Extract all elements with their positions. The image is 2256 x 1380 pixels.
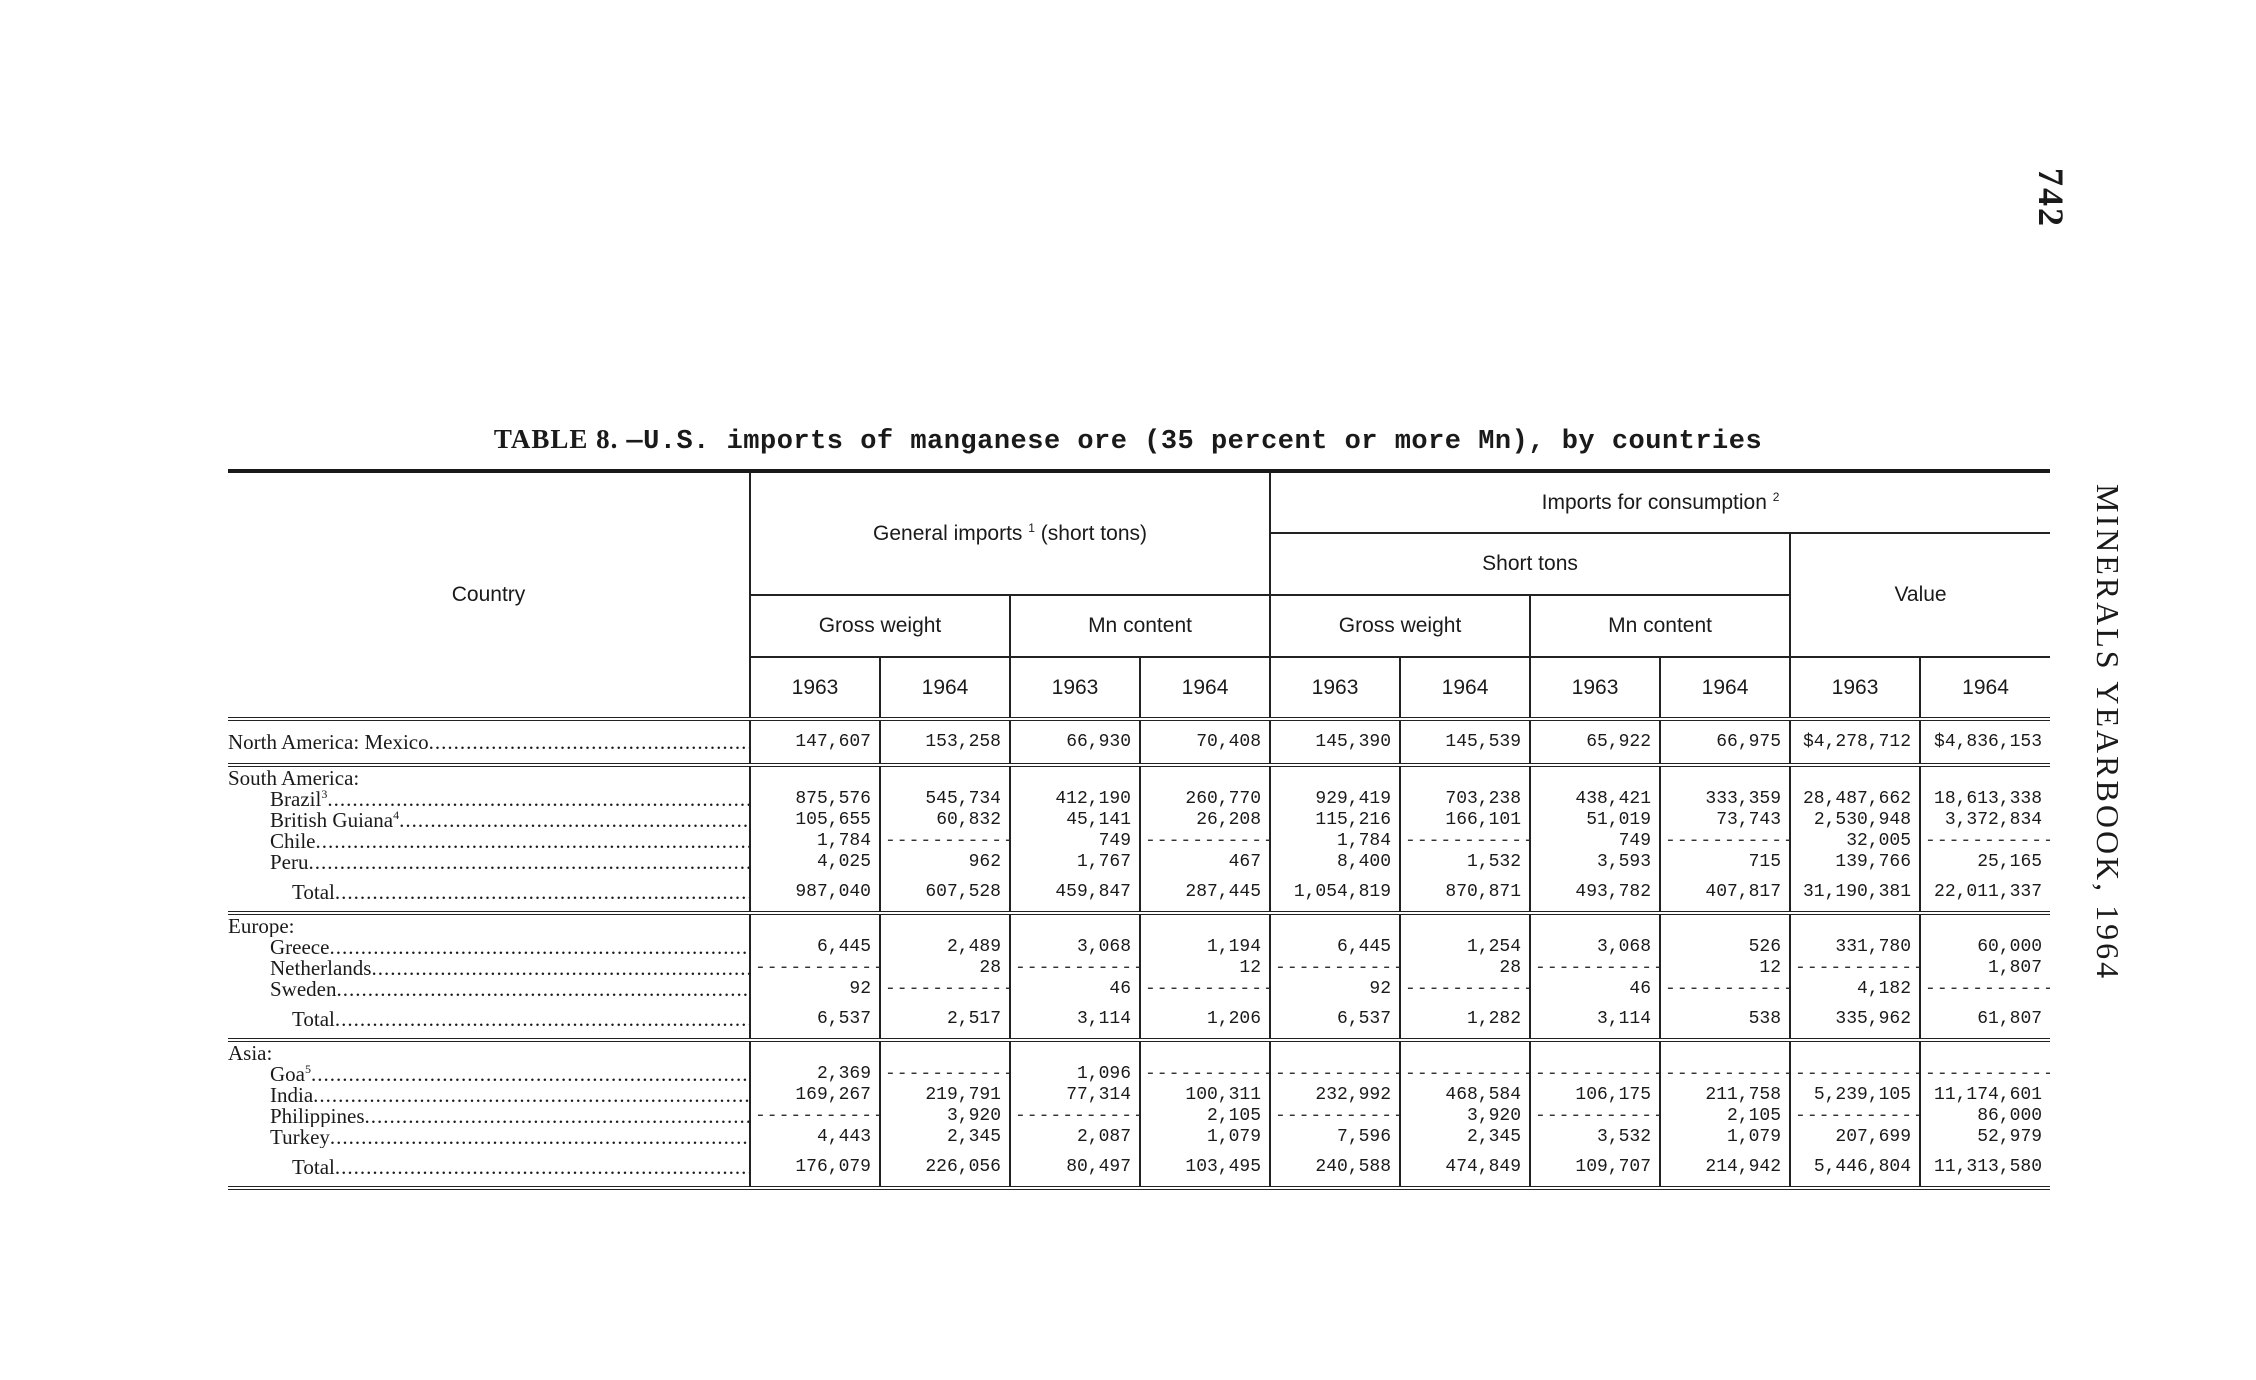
value-cell: 333,359 bbox=[1660, 789, 1790, 810]
value-cell: 18,613,338 bbox=[1934, 789, 2043, 809]
table-row bbox=[228, 873, 2050, 913]
value-cell: 2,369 bbox=[750, 1064, 880, 1085]
year-header: 1963 bbox=[1790, 657, 1920, 719]
leader-dots bbox=[337, 979, 751, 1000]
value-cell: 70,408 bbox=[1140, 719, 1270, 765]
empty-cell bbox=[1660, 831, 1790, 852]
empty-cell bbox=[1140, 1040, 1270, 1064]
value-cell: 7,596 bbox=[1270, 1127, 1400, 1148]
value-cell: 28 bbox=[1400, 958, 1530, 979]
value-cell: 3,920 bbox=[880, 1106, 1010, 1127]
value-cell: 2,530,948 bbox=[1790, 810, 1920, 831]
table-row bbox=[228, 719, 2050, 765]
empty-cell bbox=[1660, 765, 1790, 789]
table-row bbox=[228, 831, 2050, 852]
value-cell: 28 bbox=[880, 958, 1010, 979]
value-cell: 1,079 bbox=[1660, 1127, 1790, 1148]
table-row bbox=[228, 1148, 2050, 1188]
year-header: 1963 bbox=[750, 657, 880, 719]
value-cell: 139,766 bbox=[1790, 852, 1920, 873]
value-cell: 106,175 bbox=[1530, 1085, 1660, 1106]
leader-dots bbox=[371, 958, 750, 979]
country-label: Peru bbox=[270, 852, 309, 873]
footnote-mark: 5 bbox=[305, 1064, 311, 1076]
consumption-header bbox=[1270, 471, 2050, 533]
table-label: TABLE 8. bbox=[493, 424, 619, 454]
country-cell bbox=[228, 852, 750, 873]
country-label: South America: bbox=[228, 765, 360, 789]
value-cell: 77,314 bbox=[1010, 1085, 1140, 1106]
value-cell: 703,238 bbox=[1400, 789, 1530, 810]
value-cell: 5,446,804 bbox=[1790, 1148, 1920, 1188]
leader-dots bbox=[429, 730, 750, 754]
table-row bbox=[228, 852, 2050, 873]
empty-cell bbox=[1660, 1064, 1790, 1085]
year-header: 1964 bbox=[1920, 657, 2050, 719]
value-cell: 4,182 bbox=[1790, 979, 1920, 1000]
empty-cell bbox=[1400, 979, 1530, 1000]
general-imports-unit: (short tons) bbox=[1040, 521, 1147, 545]
country-cell bbox=[228, 1040, 750, 1064]
country-label: Sweden bbox=[270, 979, 337, 1000]
value-cell: 145,390 bbox=[1270, 719, 1400, 765]
empty-cell bbox=[1270, 1040, 1400, 1064]
empty-cell bbox=[1920, 979, 2050, 1000]
value-cell: 438,421 bbox=[1530, 789, 1660, 810]
empty-cell bbox=[1530, 765, 1660, 789]
value-cell: 92 bbox=[1270, 979, 1400, 1000]
value-cell: 147,607 bbox=[750, 719, 880, 765]
empty-cell bbox=[750, 1106, 880, 1127]
value-cell: 335,962 bbox=[1790, 1000, 1920, 1040]
value-cell: 4,025 bbox=[750, 852, 880, 873]
country-label: India bbox=[270, 1085, 314, 1106]
value-cell: 1,807 bbox=[1988, 958, 2043, 978]
value-cell: 176,079 bbox=[750, 1148, 880, 1188]
value-cell: 6,445 bbox=[1270, 937, 1400, 958]
empty-cell bbox=[1400, 765, 1530, 789]
value-cell: 103,495 bbox=[1140, 1148, 1270, 1188]
value-header: Value bbox=[1790, 533, 2050, 657]
leader-dots bbox=[309, 852, 751, 873]
value-cell: 526 bbox=[1660, 937, 1790, 958]
value-cell: 1,054,819 bbox=[1270, 873, 1400, 913]
country-label: Total bbox=[292, 1154, 335, 1179]
empty-cell bbox=[880, 765, 1010, 789]
value-cell: 3,114 bbox=[1010, 1000, 1140, 1040]
value-cell: 66,930 bbox=[1010, 719, 1140, 765]
table-row bbox=[228, 789, 2050, 810]
country-label: Total bbox=[292, 1006, 335, 1031]
mn-content-header: Mn content bbox=[1530, 595, 1790, 657]
value-cell: 32,005 bbox=[1790, 831, 1920, 852]
country-cell bbox=[228, 1148, 750, 1188]
empty-cell bbox=[750, 765, 880, 789]
table-body bbox=[228, 719, 2050, 1188]
value-cell: 6,445 bbox=[750, 937, 880, 958]
value-cell: 545,734 bbox=[880, 789, 1010, 810]
value-cell: 45,141 bbox=[1010, 810, 1140, 831]
country-label: Asia: bbox=[228, 1040, 273, 1064]
empty-cell bbox=[1140, 1064, 1270, 1085]
empty-cell bbox=[880, 1064, 1010, 1085]
empty-cell bbox=[1270, 1064, 1400, 1085]
value-cell: 214,942 bbox=[1660, 1148, 1790, 1188]
leader-dots bbox=[311, 1064, 750, 1085]
value-cell: 1,096 bbox=[1010, 1064, 1140, 1085]
empty-cell bbox=[750, 1040, 880, 1064]
leader-dots bbox=[335, 1155, 750, 1179]
value-cell: 412,190 bbox=[1010, 789, 1140, 810]
value-cell: 6,537 bbox=[1270, 1000, 1400, 1040]
value-cell: 875,576 bbox=[750, 789, 880, 810]
value-cell: 12 bbox=[1660, 958, 1790, 979]
value-cell: 166,101 bbox=[1400, 810, 1530, 831]
table-row bbox=[228, 1127, 2050, 1148]
country-cell bbox=[228, 1000, 750, 1040]
empty-cell bbox=[1140, 979, 1270, 1000]
value-cell: 46 bbox=[1010, 979, 1140, 1000]
empty-cell bbox=[880, 979, 1010, 1000]
footnote-mark: 1 bbox=[1028, 520, 1035, 535]
country-cell bbox=[228, 1127, 750, 1148]
country-label: Brazil bbox=[270, 789, 322, 810]
country-header: Country bbox=[228, 471, 750, 719]
value-cell: 65,922 bbox=[1530, 719, 1660, 765]
value-cell: 987,040 bbox=[750, 873, 880, 913]
value-cell: 407,817 bbox=[1660, 873, 1790, 913]
year-header: 1963 bbox=[1270, 657, 1400, 719]
value-cell: 6,537 bbox=[750, 1000, 880, 1040]
value-cell: 226,056 bbox=[880, 1148, 1010, 1188]
value-cell: 260,770 bbox=[1140, 789, 1270, 810]
value-cell: 153,258 bbox=[880, 719, 1010, 765]
value-cell: 1,784 bbox=[1270, 831, 1400, 852]
empty-cell bbox=[1400, 913, 1530, 937]
value-cell: 474,849 bbox=[1400, 1148, 1530, 1188]
leader-dots bbox=[365, 1106, 750, 1127]
value-cell: 25,165 bbox=[1977, 852, 2043, 872]
country-cell bbox=[228, 719, 750, 765]
value-cell: 1,282 bbox=[1400, 1000, 1530, 1040]
country-label: Total bbox=[292, 879, 335, 904]
value-cell: 749 bbox=[1530, 831, 1660, 852]
value-cell: 4,443 bbox=[750, 1127, 880, 1148]
country-label: Netherlands bbox=[270, 958, 372, 979]
empty-cell bbox=[750, 958, 880, 979]
value-cell: 1,254 bbox=[1400, 937, 1530, 958]
value-cell: 11,313,580 bbox=[1920, 1148, 2050, 1188]
empty-cell bbox=[1270, 1106, 1400, 1127]
country-cell bbox=[228, 873, 750, 913]
empty-cell bbox=[1920, 1040, 2050, 1064]
value-cell: $4,278,712 bbox=[1790, 719, 1920, 765]
value-cell: 219,791 bbox=[880, 1085, 1010, 1106]
country-cell bbox=[228, 831, 750, 852]
value-cell: 60,832 bbox=[880, 810, 1010, 831]
empty-cell bbox=[1140, 831, 1270, 852]
empty-cell bbox=[1010, 765, 1140, 789]
country-cell bbox=[228, 979, 750, 1000]
value-cell: 80,497 bbox=[1010, 1148, 1140, 1188]
empty-cell bbox=[1530, 913, 1660, 937]
value-cell: 105,655 bbox=[750, 810, 880, 831]
value-cell: 169,267 bbox=[750, 1085, 880, 1106]
value-cell: 73,743 bbox=[1660, 810, 1790, 831]
value-cell: 115,216 bbox=[1270, 810, 1400, 831]
empty-cell bbox=[1790, 765, 1920, 789]
short-tons-header: Short tons bbox=[1270, 533, 1790, 595]
empty-cell bbox=[1140, 913, 1270, 937]
value-cell: 468,584 bbox=[1400, 1085, 1530, 1106]
value-cell: 749 bbox=[1010, 831, 1140, 852]
value-cell: 3,068 bbox=[1010, 937, 1140, 958]
country-cell bbox=[228, 937, 750, 958]
value-cell: 51,019 bbox=[1530, 810, 1660, 831]
value-cell: 100,311 bbox=[1140, 1085, 1270, 1106]
table-row bbox=[228, 958, 2050, 979]
empty-cell bbox=[1920, 831, 2050, 852]
value-cell: 1,784 bbox=[750, 831, 880, 852]
empty-cell bbox=[750, 913, 880, 937]
value-cell: 715 bbox=[1660, 852, 1790, 873]
empty-cell bbox=[1660, 1040, 1790, 1064]
value-cell: 22,011,337 bbox=[1920, 873, 2050, 913]
leader-dots bbox=[329, 937, 750, 958]
leader-dots bbox=[399, 810, 750, 831]
value-cell: 331,780 bbox=[1790, 937, 1920, 958]
value-cell: $4,836,153 bbox=[1920, 719, 2050, 765]
value-cell: 929,419 bbox=[1270, 789, 1400, 810]
table-title-text: —U.S. imports of manganese ore (35 percent or more Mn), by countries bbox=[626, 427, 1763, 457]
table-title bbox=[0, 424, 2256, 457]
empty-cell bbox=[1010, 1106, 1140, 1127]
value-cell: 109,707 bbox=[1530, 1148, 1660, 1188]
mn-content-header: Mn content bbox=[1010, 595, 1270, 657]
general-imports-label: General imports bbox=[873, 521, 1023, 545]
country-label: Europe: bbox=[228, 913, 295, 937]
empty-cell bbox=[1400, 1064, 1530, 1085]
value-cell: 467 bbox=[1140, 852, 1270, 873]
value-cell: 1,194 bbox=[1140, 937, 1270, 958]
value-cell: 1,532 bbox=[1400, 852, 1530, 873]
country-label: Goa bbox=[270, 1064, 305, 1085]
value-cell: 3,920 bbox=[1400, 1106, 1530, 1127]
value-cell: 3,114 bbox=[1530, 1000, 1660, 1040]
value-cell: 31,190,381 bbox=[1790, 873, 1920, 913]
value-cell: 870,871 bbox=[1400, 873, 1530, 913]
empty-cell bbox=[880, 913, 1010, 937]
table-row bbox=[228, 937, 2050, 958]
value-cell: 2,105 bbox=[1140, 1106, 1270, 1127]
value-cell: 60,000 bbox=[1977, 937, 2043, 957]
value-cell: 2,087 bbox=[1010, 1127, 1140, 1148]
country-cell bbox=[228, 765, 750, 789]
page-number: 742 bbox=[2031, 168, 2071, 228]
empty-cell bbox=[1920, 913, 2050, 937]
empty-cell bbox=[880, 1040, 1010, 1064]
empty-cell bbox=[1920, 1064, 2050, 1085]
value-cell: 46 bbox=[1530, 979, 1660, 1000]
year-header: 1963 bbox=[1530, 657, 1660, 719]
country-cell bbox=[228, 958, 750, 979]
value-cell: 26,208 bbox=[1140, 810, 1270, 831]
empty-cell bbox=[1920, 765, 2050, 789]
country-cell bbox=[228, 1064, 750, 1085]
empty-cell bbox=[1790, 958, 1920, 979]
value-cell: 211,758 bbox=[1660, 1085, 1790, 1106]
table-row bbox=[228, 1064, 2050, 1085]
value-cell: 2,517 bbox=[880, 1000, 1010, 1040]
year-header: 1964 bbox=[1660, 657, 1790, 719]
empty-cell bbox=[1790, 913, 1920, 937]
value-cell: 2,345 bbox=[1400, 1127, 1530, 1148]
country-cell bbox=[228, 1085, 750, 1106]
table-row bbox=[228, 1106, 2050, 1127]
value-cell: 493,782 bbox=[1530, 873, 1660, 913]
gross-weight-header: Gross weight bbox=[1270, 595, 1530, 657]
table-row bbox=[228, 1040, 2050, 1064]
year-header: 1963 bbox=[1010, 657, 1140, 719]
empty-cell bbox=[1530, 958, 1660, 979]
empty-cell bbox=[1660, 913, 1790, 937]
leader-dots bbox=[330, 1127, 750, 1148]
empty-cell bbox=[1400, 1040, 1530, 1064]
empty-cell bbox=[1790, 1064, 1920, 1085]
table-row bbox=[228, 765, 2050, 789]
value-cell: 28,487,662 bbox=[1790, 789, 1920, 810]
value-cell: 5,239,105 bbox=[1790, 1085, 1920, 1106]
general-imports-header bbox=[750, 471, 1270, 595]
empty-cell bbox=[1140, 765, 1270, 789]
leader-dots bbox=[313, 1085, 750, 1106]
empty-cell bbox=[1270, 765, 1400, 789]
table-row bbox=[228, 913, 2050, 937]
value-cell: 11,174,601 bbox=[1934, 1085, 2043, 1105]
empty-cell bbox=[1010, 958, 1140, 979]
empty-cell bbox=[880, 831, 1010, 852]
value-cell: 1,079 bbox=[1140, 1127, 1270, 1148]
value-cell: 207,699 bbox=[1790, 1127, 1920, 1148]
imports-table bbox=[228, 469, 2050, 1190]
empty-cell bbox=[1400, 831, 1530, 852]
country-cell bbox=[228, 789, 750, 810]
country-label: Greece bbox=[270, 937, 330, 958]
value-cell: 145,539 bbox=[1400, 719, 1530, 765]
value-cell: 86,000 bbox=[1977, 1106, 2043, 1126]
value-cell: 3,372,834 bbox=[1944, 810, 2043, 830]
consumption-label: Imports for consumption bbox=[1541, 490, 1767, 514]
empty-cell bbox=[1790, 1040, 1920, 1064]
table-row bbox=[228, 1000, 2050, 1040]
value-cell: 52,979 bbox=[1977, 1127, 2043, 1147]
empty-cell bbox=[1010, 913, 1140, 937]
value-cell: 12 bbox=[1140, 958, 1270, 979]
footnote-mark: 3 bbox=[321, 789, 328, 801]
value-cell: 459,847 bbox=[1010, 873, 1140, 913]
footnote-mark: 2 bbox=[1772, 489, 1780, 504]
value-cell: 607,528 bbox=[880, 873, 1010, 913]
empty-cell bbox=[1530, 1106, 1660, 1127]
leader-dots bbox=[316, 831, 751, 852]
value-cell: 962 bbox=[880, 852, 1010, 873]
year-header: 1964 bbox=[1140, 657, 1270, 719]
value-cell: 2,105 bbox=[1660, 1106, 1790, 1127]
empty-cell bbox=[1530, 1040, 1660, 1064]
table-row bbox=[228, 810, 2050, 831]
empty-cell bbox=[1270, 958, 1400, 979]
table-row bbox=[228, 979, 2050, 1000]
year-header: 1964 bbox=[880, 657, 1010, 719]
country-label: Philippines bbox=[270, 1106, 365, 1127]
empty-cell bbox=[1010, 1040, 1140, 1064]
empty-cell bbox=[1270, 913, 1400, 937]
country-label: Turkey bbox=[270, 1127, 330, 1148]
value-cell: 61,807 bbox=[1920, 1000, 2050, 1040]
value-cell: 2,345 bbox=[880, 1127, 1010, 1148]
country-cell bbox=[228, 1106, 750, 1127]
leader-dots bbox=[335, 1007, 750, 1031]
value-cell: 240,588 bbox=[1270, 1148, 1400, 1188]
empty-cell bbox=[1530, 1064, 1660, 1085]
value-cell: 92 bbox=[750, 979, 880, 1000]
country-label: North America: Mexico bbox=[228, 729, 429, 754]
value-cell: 2,489 bbox=[880, 937, 1010, 958]
country-cell bbox=[228, 913, 750, 937]
country-label: Chile bbox=[270, 831, 316, 852]
value-cell: 232,992 bbox=[1270, 1085, 1400, 1106]
empty-cell bbox=[1790, 1106, 1920, 1127]
gross-weight-header: Gross weight bbox=[750, 595, 1010, 657]
table-row bbox=[228, 1085, 2050, 1106]
value-cell: 287,445 bbox=[1140, 873, 1270, 913]
running-head: MINERALS YEARBOOK, 1964 bbox=[2090, 484, 2126, 982]
leader-dots bbox=[335, 880, 750, 904]
footnote-mark: 4 bbox=[393, 810, 400, 822]
value-cell: 1,206 bbox=[1140, 1000, 1270, 1040]
value-cell: 66,975 bbox=[1660, 719, 1790, 765]
leader-dots bbox=[327, 789, 750, 810]
value-cell: 538 bbox=[1660, 1000, 1790, 1040]
year-header: 1964 bbox=[1400, 657, 1530, 719]
empty-cell bbox=[1660, 979, 1790, 1000]
value-cell: 8,400 bbox=[1270, 852, 1400, 873]
value-cell: 3,068 bbox=[1530, 937, 1660, 958]
value-cell: 3,532 bbox=[1530, 1127, 1660, 1148]
country-cell bbox=[228, 810, 750, 831]
value-cell: 1,767 bbox=[1010, 852, 1140, 873]
country-label: British Guiana bbox=[270, 810, 394, 831]
value-cell: 3,593 bbox=[1530, 852, 1660, 873]
